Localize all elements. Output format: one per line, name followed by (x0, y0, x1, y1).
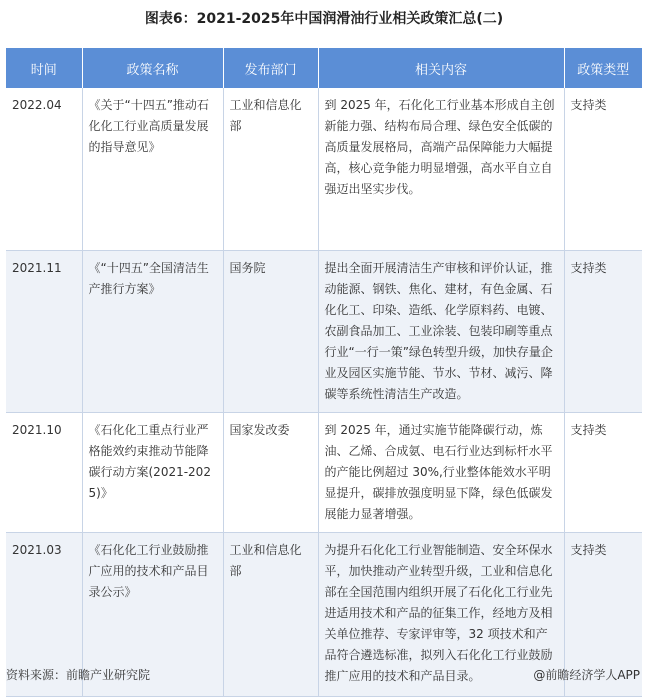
cell-policy-type: 支持类 (564, 88, 642, 250)
cell-department: 工业和信息化部 (223, 532, 318, 696)
brand-credit: @前瞻经济学人APP (533, 668, 640, 682)
policy-table (6, 48, 642, 697)
table-row (6, 88, 642, 250)
cell-policy-name: 《石化化工行业鼓励推广应用的技术和产品目录公示》 (82, 532, 223, 696)
column-header-department: 发布部门 (223, 48, 318, 88)
column-header-policy-name: 政策名称 (82, 48, 223, 88)
column-header-policy-type: 政策类型 (564, 48, 642, 88)
cell-content: 为提升石化化工行业智能制造、安全环保水平，加快推动产业转型升级，工业和信息化部在全国范围内组织开展了石化化工行业先进适用技术和产品的征集工作，经地方及相关单位推荐、专家评审等，32 项技术和产品符合遴选标准，拟列入石化化工行业鼓励推广应用的技术和产品目录。 (318, 532, 564, 696)
cell-time: 2022.04 (6, 88, 82, 250)
cell-policy-type: 支持类 (564, 532, 642, 696)
page-title: 图表6：2021-2025年中国润滑油行业相关政策汇总(二) (144, 11, 504, 27)
cell-policy-name: 《关于“十四五”推动石化化工行业高质量发展的指导意见》 (82, 88, 223, 250)
cell-time: 2021.03 (6, 532, 82, 696)
table-header-row (6, 48, 642, 88)
cell-policy-name: 《石化化工重点行业严格能效约束推动节能降碳行动方案(2021-2025)》 (82, 412, 223, 532)
cell-department: 工业和信息化部 (223, 88, 318, 250)
column-header-time: 时间 (6, 48, 82, 88)
source-note: 资料来源：前瞻产业研究院 (6, 668, 151, 682)
cell-time: 2021.10 (6, 412, 82, 532)
column-header-content: 相关内容 (318, 48, 564, 88)
cell-department: 国家发改委 (223, 412, 318, 532)
cell-policy-type: 支持类 (564, 412, 642, 532)
cell-department: 国务院 (223, 250, 318, 412)
table-row (6, 412, 642, 532)
cell-time: 2021.11 (6, 250, 82, 412)
cell-content: 到 2025 年，石化化工行业基本形成自主创新能力强、结构布局合理、绿色安全低碳的高质量发展格局，高端产品保障能力大幅提高，核心竞争能力明显增强，高水平自立自强迈出坚实步伐。 (318, 88, 564, 250)
table-row (6, 250, 642, 412)
cell-policy-name: 《“十四五”全国清洁生产推行方案》 (82, 250, 223, 412)
cell-content: 到 2025 年，通过实施节能降碳行动，炼油、乙烯、合成氨、电石行业达到标杆水平的产能比例超过 30%,行业整体能效水平明显提升，碳排放强度明显下降，绿色低碳发展能力显著增强。 (318, 412, 564, 532)
cell-policy-type: 支持类 (564, 250, 642, 412)
cell-content: 提出全面开展清洁生产审核和评价认证，推动能源、钢铁、焦化、建材，有色金属、石化化工、印染、造纸、化学原料药、电镀、农副食品加工、工业涂装、包装印刷等重点行业“一行一策”绿色转型升级，加快存量企业及园区实施节能、节水、节材、减污、降碳等系统性清洁生产改造。 (318, 250, 564, 412)
